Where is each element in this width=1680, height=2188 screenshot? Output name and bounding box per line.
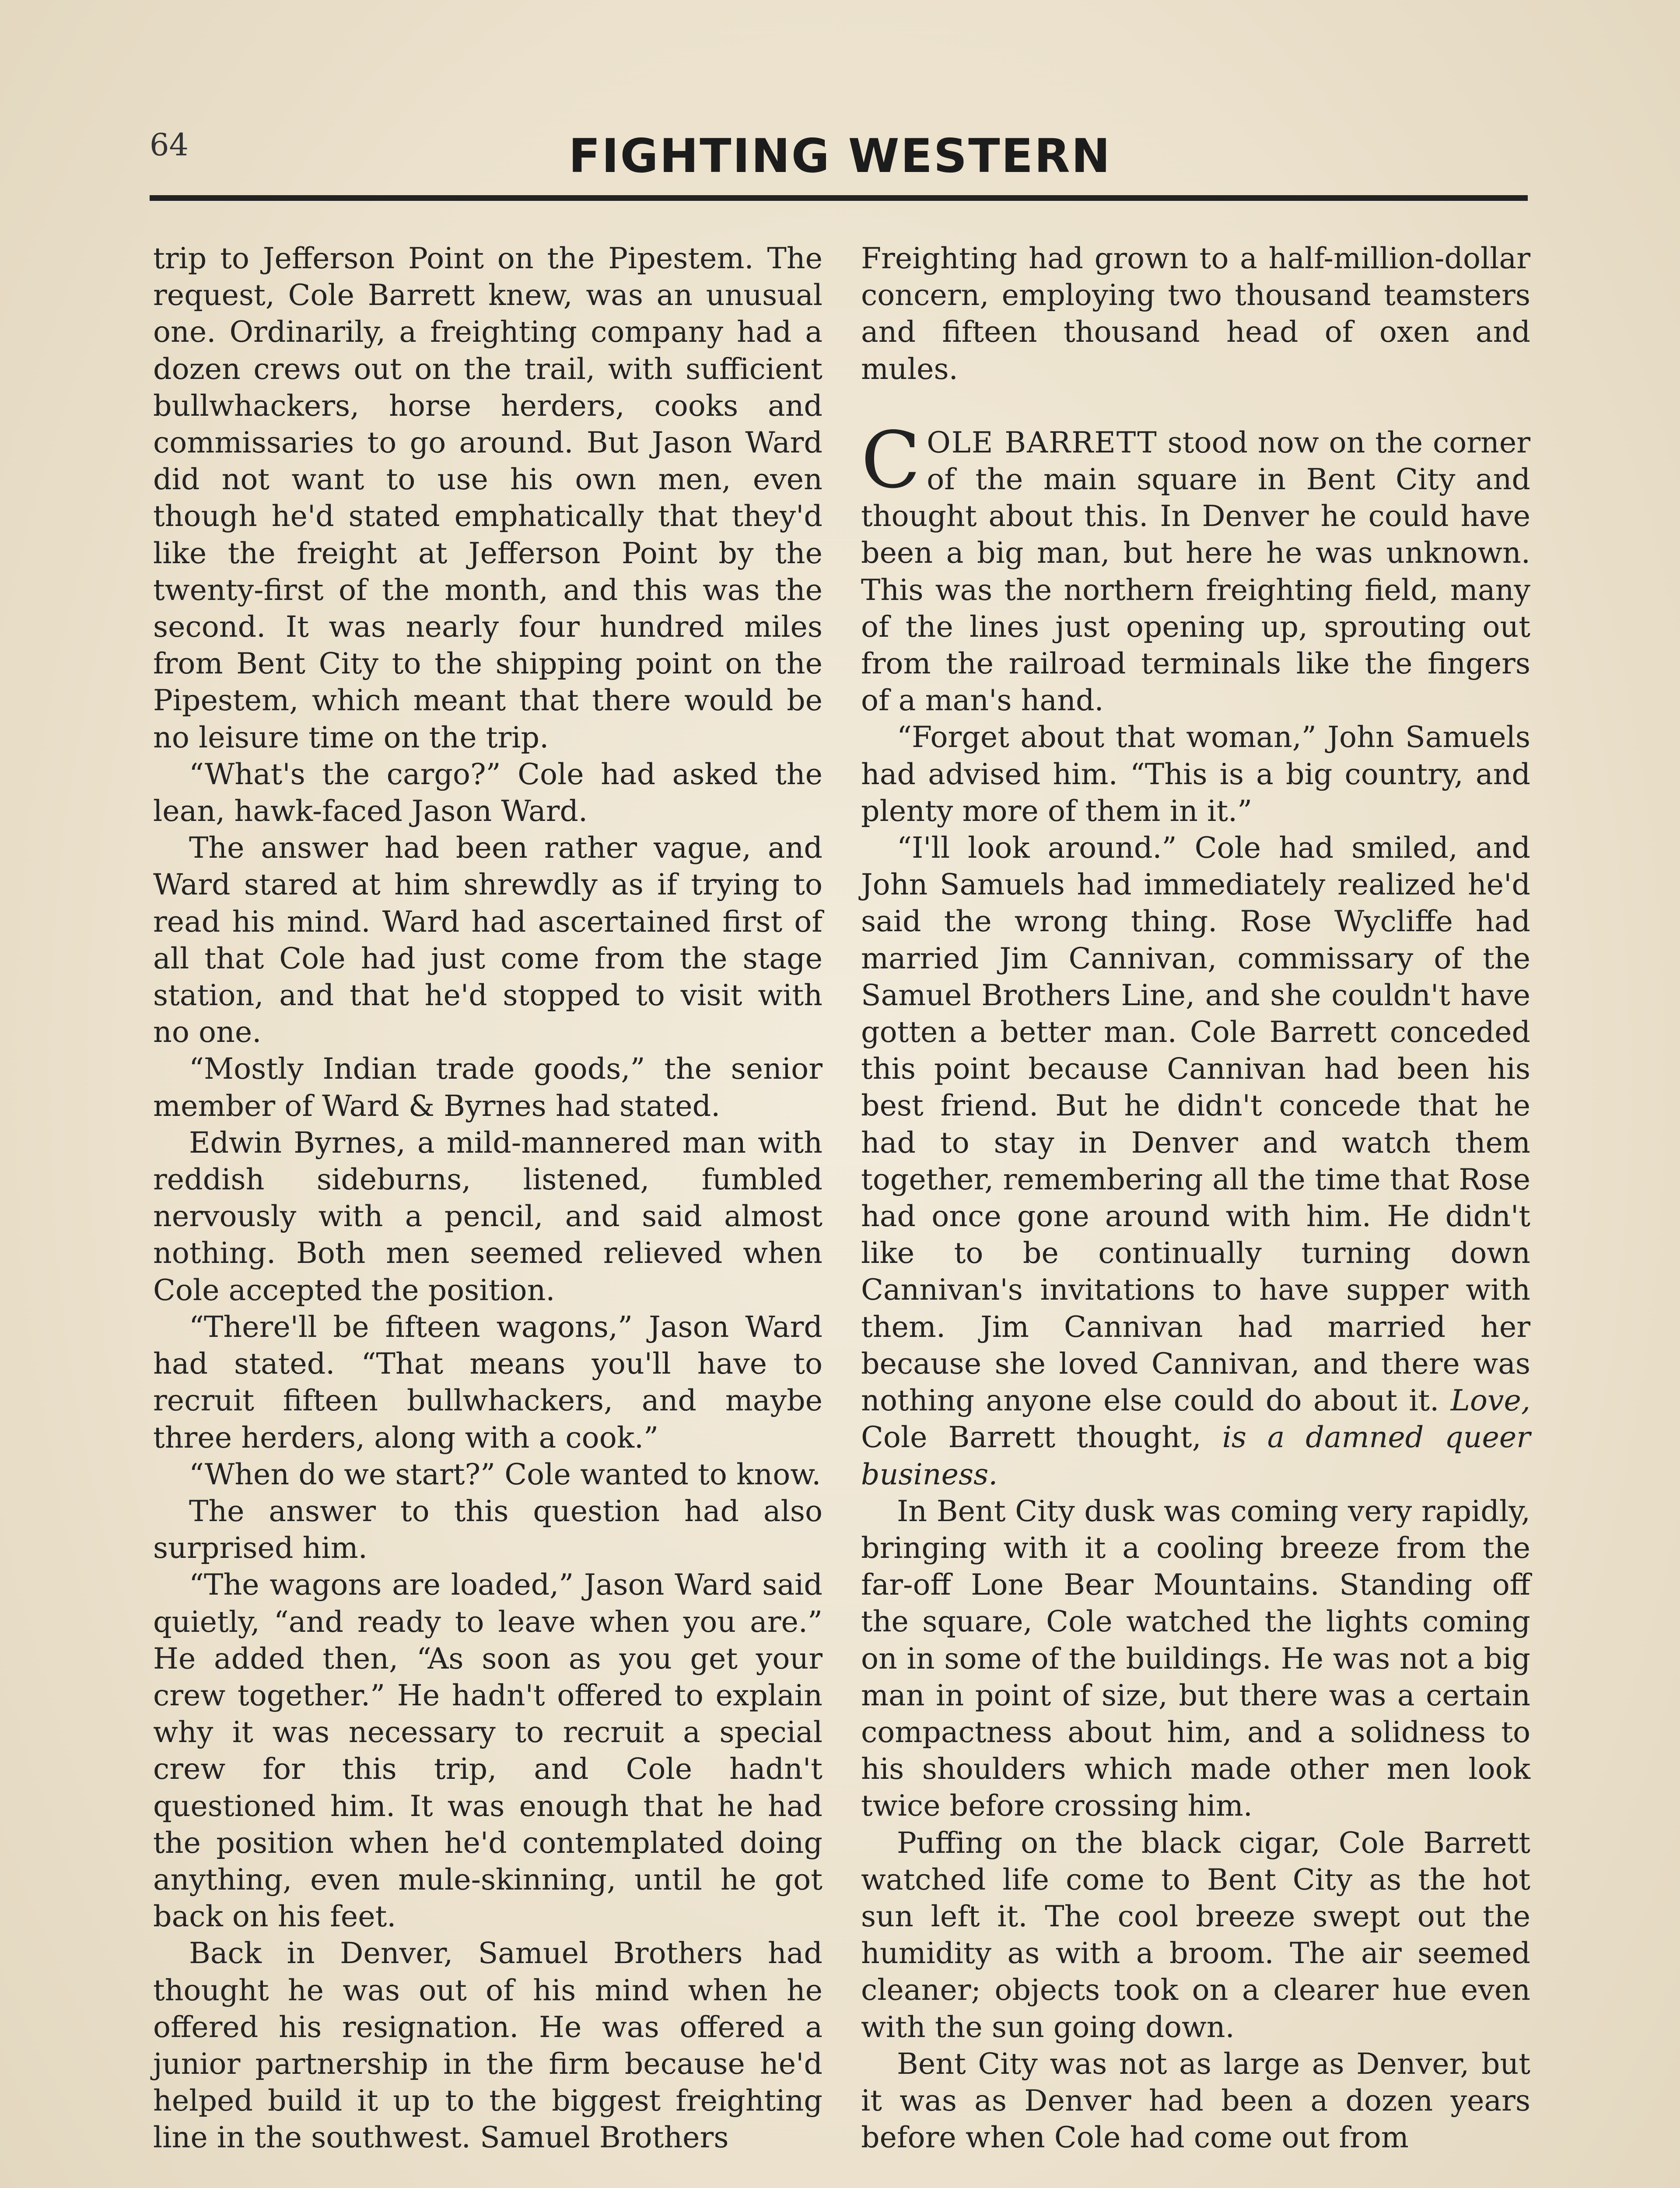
right-paragraph-bent-city: Bent City was not as large as Denver, but it was as Denver had been a dozen years before when Cole had come out from (861, 2046, 1530, 2155)
right-paragraph-dusk: In Bent City dusk was coming very rapidly, bringing with it a cooling breeze from the far-off Lone Bear Mountains. Standing off the square, Cole watched the lights coming on in some of the buildings. He was not a big man in point of size, but there was a certain compactness about him, and a solidness to his shoulders which made other men look twice before crossing him. (861, 1494, 1530, 1823)
left-paragraph-6: “There'll be fifteen wagons,” Jason Ward had stated. “That means you'll have to recruit fifteen bullwhackers, and maybe three herders, along with a cook.” (153, 1309, 822, 1455)
left-paragraph-2: “What's the cargo?” Cole had asked the lean, hawk-faced Jason Ward. (153, 757, 822, 828)
italic-queer-business: is a damned queer business. (861, 1420, 1530, 1491)
drop-cap: C (861, 414, 921, 505)
look-around-text: “I'll look around.” Cole had smiled, and John Samuels had immediately realized he'd said the wrong thing. Rose Wycliffe had married Jim Cannivan, commissary of the Samuel Brothers Line, and she couldn't have gotten a better man. Cole Barrett conceded this point because Cannivan had been his best friend. But he didn't concede that he had to stay in Denver and watch them together, remembering all the time that Rose had once gone around with him. He didn't like to be continually turning down Cannivan's invitations to have supper with them. Jim Cannivan had married her because she loved Cannivan, and there was nothing anyone else could do about it. (861, 831, 1530, 1418)
left-paragraph-4: “Mostly Indian trade goods,” the senior member of Ward & Byrnes had stated. (153, 1052, 822, 1123)
left-paragraph-1: trip to Jefferson Point on the Pipestem. The request, Cole Barrett knew, was an unusual one. Ordinarily, a freighting company had a dozen crews out on the trail, with sufficient bullwhackers, horse herders, cooks and commissaries to go around. But Jason Ward did not want to use his own men, even though he'd stated emphatically that they'd like the freight at Jefferson Point by the twenty-first of the month, and this was the second. It was nearly four hundred miles from Bent City to the shipping point on the Pipestem, which meant that there would be no leisure time on the trip. (153, 241, 822, 754)
page-number: 64 (150, 127, 189, 163)
left-paragraph-5: Edwin Byrnes, a mild-mannered man with reddish sideburns, listened, fumbled nervously with a pencil, and said almost nothing. Both men seemed relieved when Cole accepted the position. (153, 1125, 822, 1307)
opening-text: stood now on the corner of the main square in Bent City and thought about this. In Denver he could have been a big man, but here he was unknown. This was the northern freighting field, many of the lines just opening up, sprouting out from the railroad terminals like the fingers of a man's hand. (861, 425, 1530, 718)
section-opening-paragraph (861, 414, 1530, 719)
right-paragraph-look-around (861, 829, 1530, 1493)
left-paragraph-8: The answer to this question had also surprised him. (153, 1494, 822, 1565)
header-rule (150, 195, 1528, 201)
right-paragraph-cigar: Puffing on the black cigar, Cole Barrett watched life come to Bent City as the hot sun left it. The cool breeze swept out the humidity as with a broom. The air seemed cleaner; objects took on a clearer hue even with the sun going down. (861, 1825, 1530, 2044)
left-paragraph-9: “The wagons are loaded,” Jason Ward said quietly, “and ready to leave when you are.” He added then, “As soon as you get your crew together.” He hadn't offered to explain why it was necessary to recruit a special crew for this trip, and Cole hadn't questioned him. It was enough that he had the position when he'd contemplated doing anything, even mule-skinning, until he got back on his feet. (153, 1567, 822, 1934)
left-paragraph-3: The answer had been rather vague, and Ward stared at him shrewdly as if trying to read his mind. Ward had ascertained first of all that Cole had just come from the stage station, and that he'd stopped to visit with no one. (153, 831, 822, 1049)
running-title: FIGHTING WESTERN (568, 129, 1112, 183)
look-around-middle: Cole Barrett thought, (861, 1420, 1222, 1455)
left-paragraph-7: “When do we start?” Cole wanted to know. (189, 1457, 821, 1491)
left-paragraph-10: Back in Denver, Samuel Brothers had thought he was out of his mind when he offered his resignation. He was offered a junior partnership in the firm because he'd helped build it up to the biggest freighting line in the southwest. Samuel Brothers (153, 1936, 822, 2155)
opening-name-smallcaps: OLE BARRETT (927, 425, 1158, 459)
right-paragraph-1: Freighting had grown to a half-million-dollar concern, employing two thousand teamsters and fifteen thousand head of oxen and mules. (861, 241, 1530, 386)
italic-love: Love, (1450, 1383, 1530, 1418)
left-column (153, 240, 822, 2156)
right-paragraph-forget: “Forget about that woman,” John Samuels had advised him. “This is a big country, and plenty more of them in it.” (861, 720, 1530, 828)
right-column (861, 240, 1530, 2156)
